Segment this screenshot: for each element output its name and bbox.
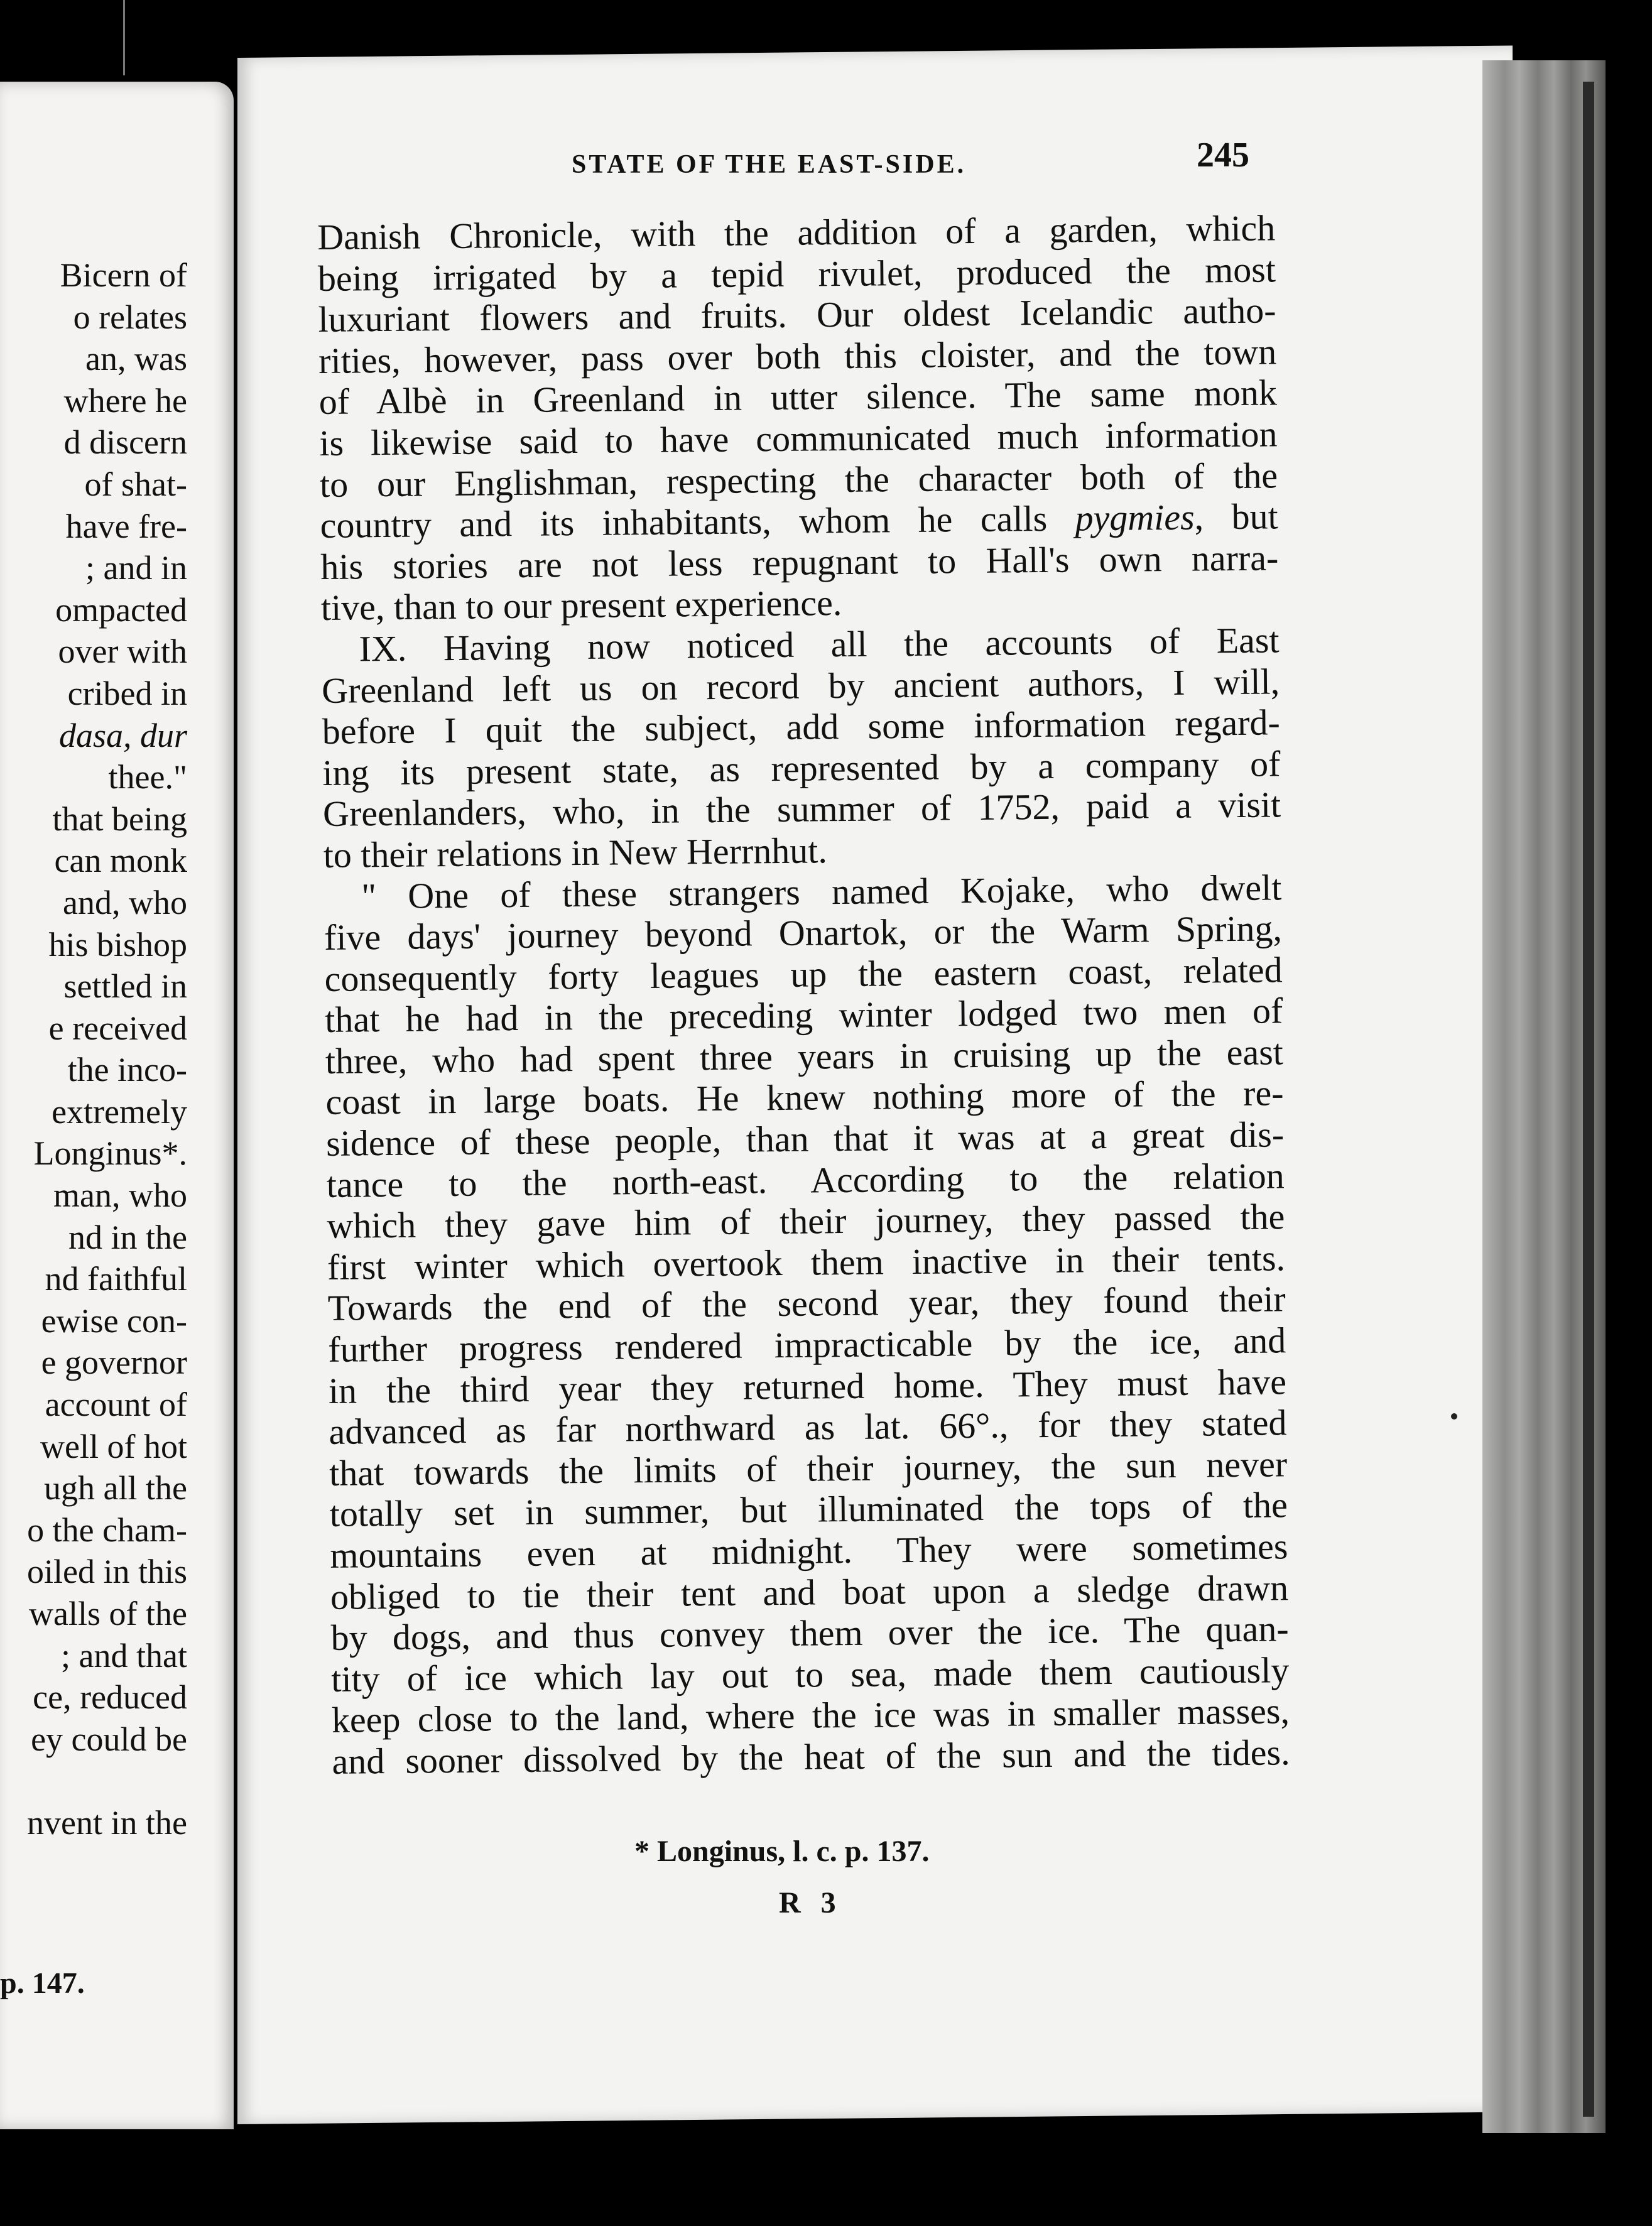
text-line: keep close to the land, where the ice was in smaller masses, — [331, 1690, 1290, 1741]
text-line: tive, than to our present experience. — [320, 582, 842, 629]
text-line: to our Englishman, respecting the character both of the — [319, 454, 1278, 505]
text-line: obliged to tie their tent and boat upon a sledge drawn — [330, 1566, 1289, 1617]
text-line: before I quit the subject, add some information regard- — [322, 702, 1281, 752]
left-line: thee." — [108, 758, 187, 796]
body-text — [317, 207, 1290, 1782]
text-line: that he had in the preceding winter lodged two men of — [324, 990, 1283, 1041]
left-line: have fre- — [65, 507, 187, 545]
text-line: of Albè in Greenland in utter silence. The same monk — [318, 372, 1278, 423]
left-line: ompacted — [55, 590, 187, 629]
text-line: country and its inhabitants, whom he calls pygmies, but — [320, 496, 1278, 546]
left-line: cribed in — [67, 674, 187, 712]
left-line: ewise con- — [41, 1301, 187, 1340]
text-line: and sooner dissolved by the heat of the sun and the tides. — [332, 1732, 1290, 1782]
left-page-footnote: p. 147. — [0, 1967, 85, 2000]
left-line: ; and that — [61, 1636, 187, 1675]
text-line: is likewise said to have communicated much information — [319, 413, 1278, 464]
left-line: walls of the — [29, 1595, 187, 1632]
left-line: man, who — [53, 1176, 187, 1215]
text-line: Danish Chronicle, with the addition of a garden, which — [317, 207, 1276, 258]
text-line: Greenlanders, who, in the summer of 1752, paid a visit — [322, 784, 1281, 835]
left-line: nd in the — [68, 1218, 187, 1256]
text-line: tity of ice which lay out to sea, made them cautiously — [331, 1649, 1290, 1700]
left-line: e received — [48, 1009, 187, 1047]
left-line: his bishop — [48, 925, 187, 964]
text-line: tance to the north-east. According to the relation — [326, 1154, 1285, 1205]
text-line: which they gave him of their journey, they passed the — [327, 1196, 1285, 1247]
text-line: his stories are not less repugnant to Hall's own narra- — [320, 537, 1279, 587]
text-line: further progress rendered impracticable by the ice, and — [328, 1320, 1286, 1370]
left-line: Bicern of — [60, 256, 187, 294]
text-line: first winter which overtook them inactive in their tents. — [327, 1237, 1286, 1288]
text-line: mountains even at midnight. They were sometimes — [330, 1526, 1288, 1576]
text-line: five days' journey beyond Onartok, or the Warm Spring, — [323, 908, 1283, 958]
left-line: ey could be — [31, 1720, 187, 1758]
left-line: oiled in this — [27, 1553, 187, 1591]
text-line: consequently forty leagues up the eastern coast, related — [324, 948, 1283, 999]
left-line: d discern — [63, 423, 187, 462]
left-line: nvent in the — [27, 1803, 187, 1842]
left-line: can monk — [54, 842, 187, 880]
ink-speck — [1451, 1413, 1457, 1420]
left-line: account of — [45, 1386, 187, 1424]
text-line: to their relations in New Herrnhut. — [323, 830, 828, 876]
left-line: of shat- — [84, 465, 187, 503]
running-head: STATE OF THE EAST-SIDE. — [572, 150, 967, 179]
text-line: coast in large boats. He knew nothing more of the re- — [325, 1072, 1284, 1123]
left-page — [0, 82, 234, 2129]
left-line: nd faithful — [45, 1260, 187, 1298]
text-line: advanced as far northward as lat. 66°., for they stated — [329, 1402, 1287, 1453]
left-line: o relates — [73, 298, 187, 336]
left-line: over with — [58, 633, 187, 671]
italic-word: pygmies — [1075, 496, 1195, 539]
signature-mark: R 3 — [779, 1886, 842, 1919]
text-line: IX. Having now noticed all the accounts of East — [359, 619, 1280, 670]
text-line: ing its present state, as represented by a company of — [322, 743, 1281, 793]
left-line: ce, reduced — [33, 1678, 187, 1717]
left-line: o the cham- — [27, 1511, 187, 1549]
text-line: being irrigated by a tepid rivulet, produced the most — [317, 248, 1276, 299]
left-line: an, was — [85, 340, 187, 378]
left-line: Longinus*. — [33, 1134, 187, 1173]
left-line — [27, 1760, 187, 1802]
text-line: three, who had spent three years in cruising up the east — [325, 1031, 1284, 1082]
left-page-text — [27, 254, 187, 1844]
text-line: sidence of these people, than that it was at a great dis- — [325, 1114, 1285, 1164]
text-line: Towards the end of the second year, they found their — [327, 1278, 1286, 1329]
left-line: ; and in — [85, 549, 187, 587]
footnote: * Longinus, l. c. p. 137. — [634, 1835, 930, 1868]
left-line: where he — [63, 381, 187, 420]
page-number: 245 — [1197, 136, 1249, 175]
left-line: dasa, dur — [58, 716, 187, 754]
left-line: and, who — [63, 883, 187, 921]
page-edge-shadow — [1583, 82, 1594, 2117]
gutter-line — [123, 0, 125, 75]
text-line: " One of these strangers named Kojake, who dwelt — [361, 866, 1282, 916]
text-line: rities, however, pass over both this cloister, and the town — [318, 331, 1277, 381]
left-line: the inco- — [67, 1051, 187, 1089]
text-line: luxuriant flowers and fruits. Our oldest Icelandic autho- — [318, 290, 1276, 340]
text-line: by dogs, and thus convey them over the ice. The quan- — [330, 1608, 1289, 1659]
left-line: ugh all the — [44, 1469, 187, 1507]
text-line: in the third year they returned home. They must have — [328, 1360, 1287, 1411]
left-line: well of hot — [40, 1427, 187, 1465]
left-line: that being — [52, 800, 187, 838]
text-line: that towards the limits of their journey, the sun never — [329, 1443, 1288, 1494]
left-line: settled in — [63, 967, 187, 1006]
left-line: e governor — [41, 1344, 187, 1382]
text-line: totally set in summer, but illuminated the tops of the — [329, 1484, 1288, 1535]
left-line: extremely — [52, 1092, 187, 1131]
text-line: Greenland left us on record by ancient authors, I will, — [321, 660, 1280, 711]
